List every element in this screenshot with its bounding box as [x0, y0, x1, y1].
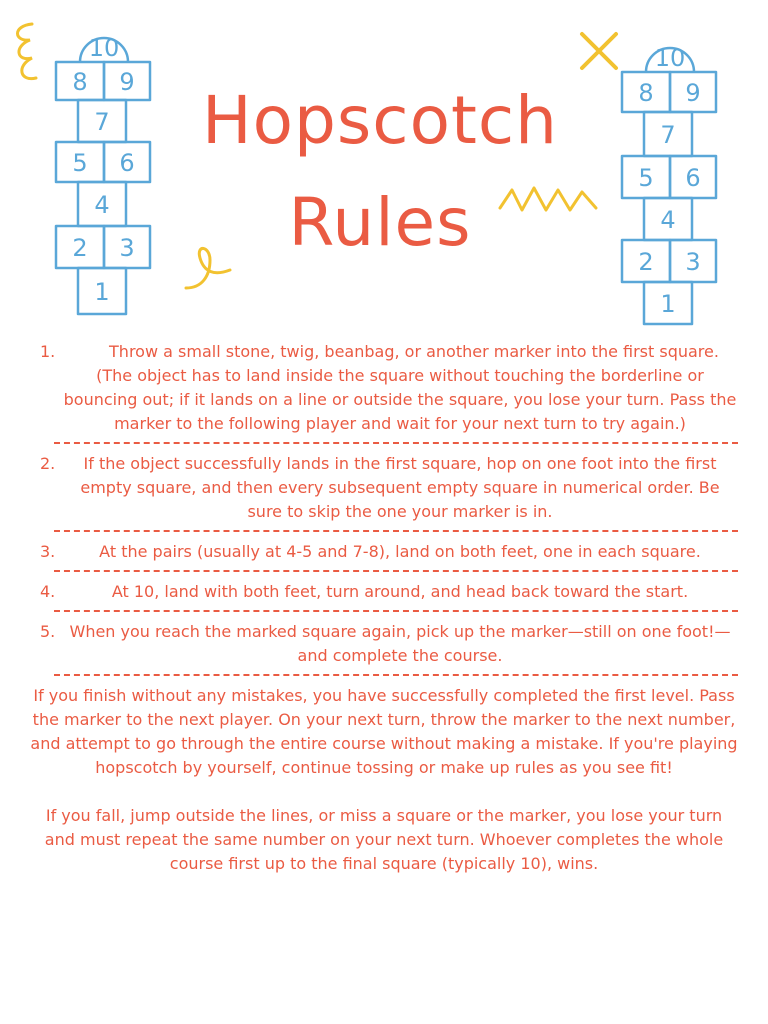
hop-left-10: 10: [88, 34, 120, 62]
dashed-divider: [54, 570, 738, 572]
hop-left-8: 8: [72, 68, 88, 96]
hop-right-9: 9: [685, 79, 701, 107]
hop-left-2: 2: [72, 234, 88, 262]
rule-text: If the object successfully lands in the first square, hop on one foot into the first empty square, and then every subsequent empty square in numerical order. Be sure to skip the one your marker is in.: [80, 454, 720, 521]
hop-left-7: 7: [94, 108, 110, 136]
rule-number: 5.: [40, 622, 56, 641]
hop-left-5: 5: [72, 149, 88, 177]
hop-right-7: 7: [660, 121, 676, 149]
zigzag-doodle-icon: [496, 180, 600, 228]
dashed-divider: [54, 442, 738, 444]
rule-item-4: [30, 580, 738, 604]
hop-right-8: 8: [638, 79, 654, 107]
page-title-line1: Hopscotch: [202, 82, 558, 159]
rule-text: At 10, land with both feet, turn around, and head back toward the start.: [111, 582, 689, 601]
hop-right-10: 10: [654, 44, 686, 72]
hop-left-1: 1: [94, 278, 110, 306]
rule-number: 3.: [40, 542, 56, 561]
cross-doodle-icon: [576, 28, 622, 78]
hop-right-3: 3: [685, 248, 701, 276]
closing-paragraph-1: If you finish without any mistakes, you have successfully completed the first level. Pass the marker to the next player. On your next turn, throw the marker to the next number, and attempt to go through the entire course without making a mistake. If you're playing hopscotch by yourself, continue tossing or make up rules as you see fit!: [30, 686, 738, 777]
hop-right-2: 2: [638, 248, 654, 276]
dashed-divider: [54, 674, 738, 676]
hop-right-5: 5: [638, 164, 654, 192]
rules-list: [30, 340, 738, 876]
rule-item-3: [30, 540, 738, 564]
dashed-divider: [54, 530, 738, 532]
rule-text: When you reach the marked square again, pick up the marker—still on one foot!—and complete the course.: [69, 622, 731, 665]
closing-paragraph-2: If you fall, jump outside the lines, or miss a square or the marker, you lose your turn and must repeat the same number on your next turn. Whoever completes the whole course first up to the final square (typically 10), wins.: [44, 806, 724, 873]
dashed-divider: [54, 610, 738, 612]
paragraph-spacer: [30, 780, 738, 804]
rule-item-1: [30, 340, 738, 436]
loop-doodle-icon: [180, 236, 240, 300]
hop-right-6: 6: [685, 164, 701, 192]
hopscotch-grid-right-icon: [620, 38, 720, 328]
hop-left-4: 4: [94, 191, 110, 219]
page-title-line2: Rules: [288, 184, 472, 261]
squiggle-doodle-icon: [6, 20, 46, 94]
hop-right-1: 1: [660, 290, 676, 318]
rule-item-5: [30, 620, 738, 668]
rule-item-2: [30, 452, 738, 524]
hopscotch-grid-left-icon: [54, 24, 154, 320]
rule-number: 2.: [40, 454, 56, 473]
hop-left-3: 3: [119, 234, 135, 262]
rule-text: At the pairs (usually at 4-5 and 7-8), land on both feet, one in each square.: [99, 542, 701, 561]
rule-number: 4.: [40, 582, 56, 601]
hop-left-9: 9: [119, 68, 135, 96]
rule-text: Throw a small stone, twig, beanbag, or another marker into the first square. (The object has to land inside the square without touching the borderline or bouncing out; if it lands on a line or outside the square, you lose your turn. Pass the marker to the following player and wait for your next turn to try again.): [63, 342, 737, 433]
hop-right-4: 4: [660, 206, 676, 234]
rule-number: 1.: [40, 342, 56, 361]
hop-left-6: 6: [119, 149, 135, 177]
